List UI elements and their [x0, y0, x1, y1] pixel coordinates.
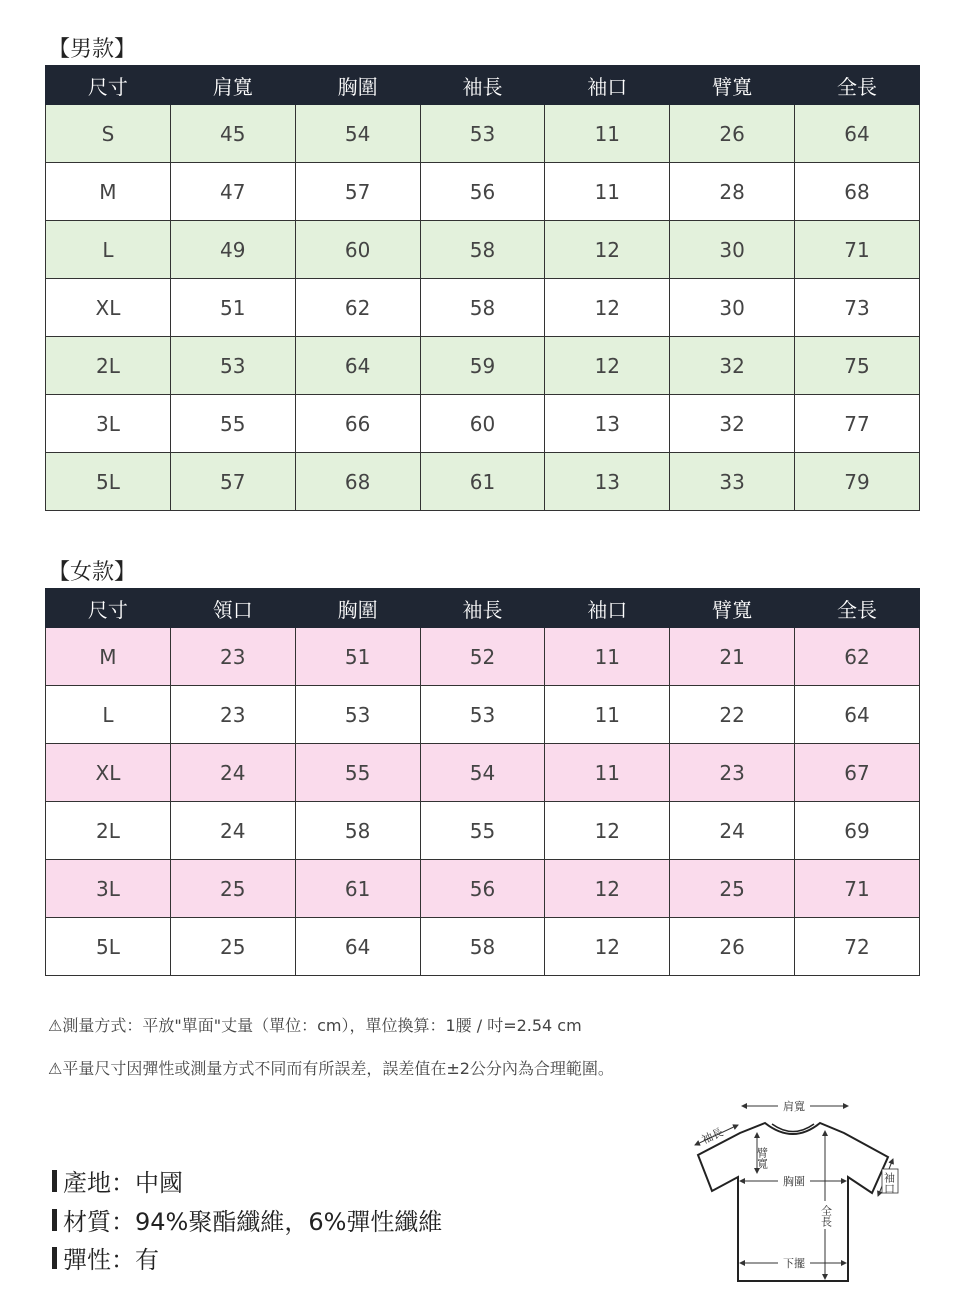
measurement-cell: 23 [170, 686, 295, 744]
measurement-cell: 12 [545, 802, 670, 860]
measurement-cell: 25 [170, 860, 295, 918]
measurement-cell: 54 [420, 744, 545, 802]
table-row [46, 221, 920, 279]
diagram-hem-label: 下擺 [783, 1257, 805, 1270]
measurement-cell: 51 [295, 628, 420, 686]
measurement-cell: 57 [170, 453, 295, 511]
measurement-cell: 51 [170, 279, 295, 337]
measurement-cell: 47 [170, 163, 295, 221]
spec-elasticity [52, 1240, 159, 1275]
women-section-title: 【女款】 [48, 560, 137, 585]
spec-material [52, 1202, 442, 1237]
size-cell: XL [46, 744, 171, 802]
column-header: 袖長 [420, 589, 545, 628]
measure-method-note: ⚠測量方式：平放"單面"丈量（單位：cm），單位換算：1腰 / 吋=2.54 cm [48, 1016, 582, 1035]
size-cell: M [46, 163, 171, 221]
measurement-cell: 64 [795, 686, 920, 744]
measurement-cell: 53 [420, 105, 545, 163]
diagram-chest-label: 胸圍 [783, 1175, 805, 1188]
size-cell: 2L [46, 337, 171, 395]
measurement-cell: 58 [295, 802, 420, 860]
column-header: 臂寬 [670, 66, 795, 105]
measurement-cell: 62 [295, 279, 420, 337]
diagram-cuff-label: 袖口 [882, 1172, 896, 1194]
spec-origin [52, 1163, 183, 1198]
measurement-cell: 73 [795, 279, 920, 337]
measurement-cell: 22 [670, 686, 795, 744]
column-header: 胸圍 [295, 66, 420, 105]
measurement-cell: 71 [795, 860, 920, 918]
measurement-cell: 59 [420, 337, 545, 395]
measurement-cell: 11 [545, 628, 670, 686]
measurement-cell: 45 [170, 105, 295, 163]
measurement-cell: 56 [420, 163, 545, 221]
table-row [46, 395, 920, 453]
bullet-bar-icon [52, 1209, 57, 1231]
size-cell: 5L [46, 453, 171, 511]
measurement-cell: 23 [170, 628, 295, 686]
measurement-cell: 77 [795, 395, 920, 453]
column-header: 袖口 [545, 589, 670, 628]
column-header: 臂寬 [670, 589, 795, 628]
tolerance-note: ⚠平量尺寸因彈性或測量方式不同而有所誤差，誤差值在±2公分內為合理範圍。 [48, 1059, 614, 1078]
measurement-cell: 13 [545, 453, 670, 511]
diagram-sleeve-length-label: 袖長 [699, 1125, 726, 1147]
measurement-cell: 67 [795, 744, 920, 802]
women-table-body [46, 628, 920, 976]
women-size-table [45, 588, 920, 976]
measurement-cell: 52 [420, 628, 545, 686]
size-cell: L [46, 686, 171, 744]
diagram-shoulder-label: 肩寬 [783, 1100, 805, 1113]
measurement-cell: 23 [670, 744, 795, 802]
measurement-cell: 24 [170, 744, 295, 802]
measurement-cell: 28 [670, 163, 795, 221]
measurement-cell: 55 [295, 744, 420, 802]
measurement-cell: 11 [545, 163, 670, 221]
diagram-length-label: 全長 [819, 1205, 833, 1227]
measurement-cell: 64 [295, 337, 420, 395]
measurement-cell: 62 [795, 628, 920, 686]
measurement-cell: 24 [170, 802, 295, 860]
measurement-cell: 60 [295, 221, 420, 279]
measurement-cell: 58 [420, 918, 545, 976]
measurement-cell: 53 [420, 686, 545, 744]
measurement-cell: 64 [795, 105, 920, 163]
measurement-cell: 12 [545, 918, 670, 976]
table-row [46, 802, 920, 860]
measurement-cell: 53 [170, 337, 295, 395]
table-row [46, 105, 920, 163]
table-row [46, 918, 920, 976]
size-cell: L [46, 221, 171, 279]
size-cell: M [46, 628, 171, 686]
measurement-cell: 30 [670, 279, 795, 337]
measurement-cell: 12 [545, 860, 670, 918]
measurement-cell: 56 [420, 860, 545, 918]
size-cell: 3L [46, 860, 171, 918]
measurement-cell: 68 [795, 163, 920, 221]
column-header: 全長 [795, 66, 920, 105]
column-header: 袖長 [420, 66, 545, 105]
measurement-cell: 32 [670, 337, 795, 395]
measurement-cell: 12 [545, 279, 670, 337]
spec-material-text: 材質：94%聚酯纖維，6%彈性纖維 [63, 1208, 443, 1236]
measurement-cell: 55 [170, 395, 295, 453]
measurement-cell: 60 [420, 395, 545, 453]
measurement-cell: 25 [170, 918, 295, 976]
men-header-row [46, 66, 920, 105]
measurement-cell: 11 [545, 686, 670, 744]
column-header: 袖口 [545, 66, 670, 105]
measurement-cell: 21 [670, 628, 795, 686]
diagram-arm-width-label: 臂寬 [755, 1147, 769, 1169]
women-header-row [46, 589, 920, 628]
bullet-bar-icon [52, 1247, 57, 1269]
measurement-cell: 49 [170, 221, 295, 279]
column-header: 尺寸 [46, 589, 171, 628]
men-table-body [46, 105, 920, 511]
size-cell: 5L [46, 918, 171, 976]
size-cell: 2L [46, 802, 171, 860]
table-row [46, 279, 920, 337]
column-header: 領口 [170, 589, 295, 628]
measurement-cell: 68 [295, 453, 420, 511]
measurement-cell: 64 [295, 918, 420, 976]
column-header: 尺寸 [46, 66, 171, 105]
column-header: 全長 [795, 589, 920, 628]
measurement-cell: 26 [670, 105, 795, 163]
tshirt-measurement-diagram-icon [690, 1093, 920, 1288]
measurement-cell: 12 [545, 221, 670, 279]
table-row [46, 686, 920, 744]
measurement-cell: 57 [295, 163, 420, 221]
measurement-cell: 11 [545, 105, 670, 163]
measurement-cell: 79 [795, 453, 920, 511]
table-row [46, 744, 920, 802]
measurement-cell: 55 [420, 802, 545, 860]
measurement-cell: 53 [295, 686, 420, 744]
measurement-cell: 12 [545, 337, 670, 395]
spec-origin-text: 產地：中國 [63, 1169, 183, 1197]
table-row [46, 453, 920, 511]
spec-elasticity-text: 彈性：有 [63, 1246, 159, 1274]
measurement-cell: 11 [545, 744, 670, 802]
measurement-cell: 72 [795, 918, 920, 976]
measurement-cell: 58 [420, 279, 545, 337]
measurement-cell: 32 [670, 395, 795, 453]
measurement-cell: 33 [670, 453, 795, 511]
table-row [46, 860, 920, 918]
measurement-cell: 61 [420, 453, 545, 511]
measurement-cell: 75 [795, 337, 920, 395]
men-size-table [45, 65, 920, 511]
measurement-cell: 66 [295, 395, 420, 453]
measurement-cell: 13 [545, 395, 670, 453]
measurement-cell: 25 [670, 860, 795, 918]
measurement-cell: 58 [420, 221, 545, 279]
bullet-bar-icon [52, 1170, 57, 1192]
measurement-cell: 54 [295, 105, 420, 163]
measurement-cell: 61 [295, 860, 420, 918]
table-row [46, 163, 920, 221]
measurement-cell: 71 [795, 221, 920, 279]
measurement-cell: 69 [795, 802, 920, 860]
column-header: 胸圍 [295, 589, 420, 628]
size-cell: XL [46, 279, 171, 337]
men-section-title: 【男款】 [48, 37, 137, 62]
measurement-cell: 30 [670, 221, 795, 279]
measurement-cell: 26 [670, 918, 795, 976]
table-row [46, 337, 920, 395]
column-header: 肩寬 [170, 66, 295, 105]
table-row [46, 628, 920, 686]
size-cell: 3L [46, 395, 171, 453]
measurement-cell: 24 [670, 802, 795, 860]
size-cell: S [46, 105, 171, 163]
